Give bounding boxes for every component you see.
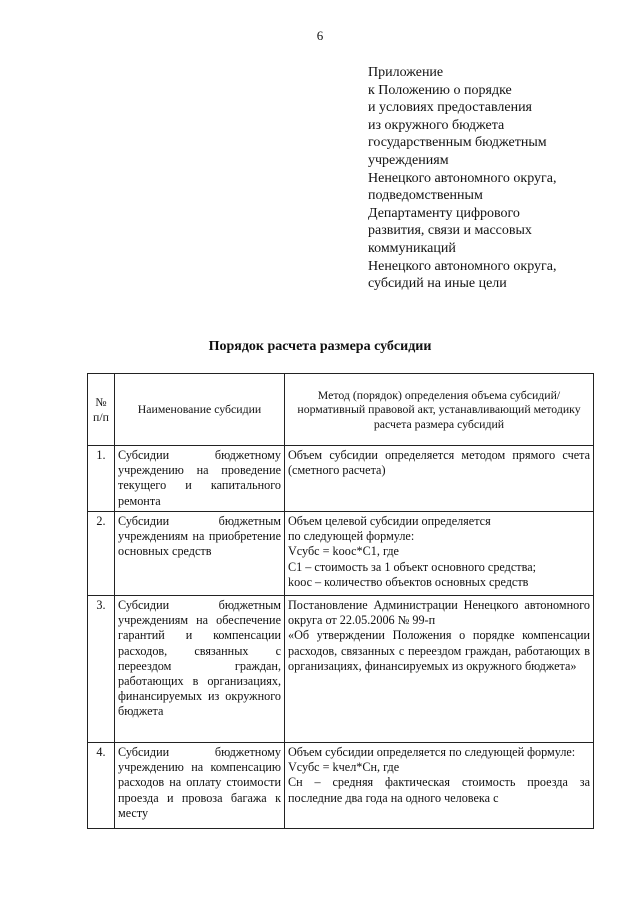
table-row [88, 512, 594, 596]
table-row [88, 596, 594, 743]
method-line: C1 – стоимость за 1 объект основного средства; [288, 559, 537, 574]
appendix-header [368, 64, 618, 293]
row-name: Субсидии бюджетным учреждениям на приобретение основных средств [115, 512, 285, 596]
method-line: по следующей формуле: [288, 529, 415, 544]
appendix-line: подведомственным [368, 188, 483, 204]
table-row [88, 446, 594, 512]
method-line: Vсубс = kоос*C1, где [288, 544, 399, 559]
appendix-line: учреждениям [368, 152, 449, 168]
header-num: № п/п [88, 374, 115, 446]
row-num: 2. [88, 512, 115, 596]
appendix-line: государственным бюджетным [368, 135, 547, 151]
table-row [88, 743, 594, 829]
subsidy-calculation-table [87, 373, 594, 829]
row-name: Субсидии бюджетным учреждениям на обеспечение гарантий и компенсации расходов, связанных с переездом граждан, работающих в организациях, финансируемых из окружного бюджета [115, 596, 285, 743]
appendix-line: к Положению о порядке [368, 82, 512, 98]
method-line: Постановление Администрации Ненецкого автономного округа от 22.05.2006 № 99-п [288, 598, 590, 628]
appendix-line: из окружного бюджета [368, 117, 505, 133]
row-method [285, 743, 594, 829]
appendix-line: Приложение [368, 65, 444, 80]
appendix-line: Ненецкого автономного округа, [368, 258, 557, 274]
appendix-line: Ненецкого автономного округа, [368, 170, 557, 186]
row-name: Субсидии бюджетному учреждению на проведение текущего и капитального ремонта [115, 446, 285, 512]
row-name: Субсидии бюджетному учреждению на компенсацию расходов на оплату стоимости проезда и провоза багажа к месту [115, 743, 285, 829]
appendix-line: субсидий на иные цели [368, 276, 507, 292]
appendix-line: развития, связи и массовых [368, 223, 532, 239]
appendix-line: Департаменту цифрового [368, 205, 520, 221]
appendix-line: коммуникаций [368, 240, 456, 256]
method-line: «Об утверждении Положения о порядке компенсации расходов, связанных с переездом граждан, работающих в организациях, финансируемых из окружного бюджета» [288, 628, 590, 673]
page-number: 6 [316, 28, 324, 43]
row-method [285, 596, 594, 743]
method-line: Vсубс = kчел*Cн, где [288, 760, 400, 775]
method-line: Объем субсидии определяется по следующей формуле: [288, 745, 576, 759]
appendix-line: и условиях предоставления [368, 100, 532, 116]
row-num: 4. [88, 743, 115, 829]
row-method [285, 512, 594, 596]
method-line: Объем субсидии определяется методом прямого счета (сметного расчета) [288, 448, 590, 478]
table-header-row [88, 374, 594, 446]
method-line: Объем целевой субсидии определяется [288, 514, 491, 528]
row-method [285, 446, 594, 512]
header-method: Метод (порядок) определения объема субсидий/нормативный правовой акт, устанавливающий методику расчета размера субсидий [285, 374, 594, 446]
row-num: 1. [88, 446, 115, 512]
method-line: kоос – количество объектов основных средств [288, 574, 529, 589]
header-name: Наименование субсидии [115, 374, 285, 446]
document-title: Порядок расчета размера субсидии [208, 339, 432, 354]
row-num: 3. [88, 596, 115, 743]
method-line: Cн – средняя фактическая стоимость проезда за последние два года на одного человека с [288, 775, 590, 805]
